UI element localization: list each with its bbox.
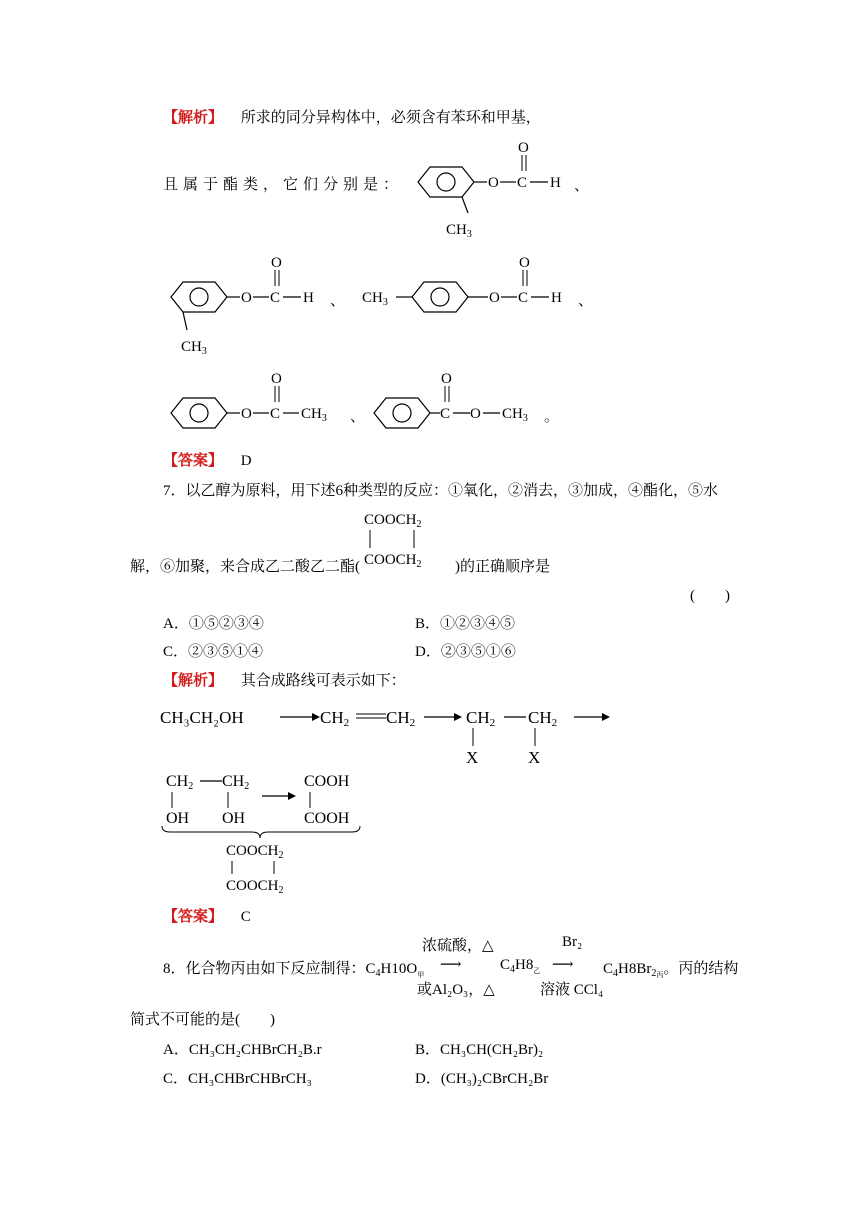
answer-bracket: ( ) (690, 588, 730, 604)
methyl-group: $CH_3$ (362, 290, 388, 308)
carbon-atom: C (518, 290, 529, 306)
glycol-left-ch2: CH2 (166, 773, 194, 792)
q8-stem-suffix: 。丙的结构 (663, 961, 739, 977)
separator: 、 (574, 178, 590, 194)
separator: 、 (330, 293, 346, 309)
answer-tag: 【答案】 (163, 909, 224, 925)
synthesis-route-row2 (160, 770, 380, 900)
oxygen-atom: O (488, 175, 499, 191)
methyl-group: $CH_3$ (446, 222, 472, 240)
hydroxyl-group: OH (166, 810, 190, 827)
carbonyl-oxygen: O (271, 255, 282, 271)
carbonyl-oxygen: O (441, 371, 452, 387)
ethanol: CH₃CH₂OH (160, 708, 244, 727)
option-d: D．②③⑤①⑥ (415, 644, 516, 660)
oxygen-atom: O (241, 290, 252, 306)
q8-stem-line2: 简式不可能的是( ) (130, 1012, 275, 1028)
structure-methyl-benzoate (366, 366, 566, 436)
separator: 、 (350, 409, 366, 425)
reaction-arrow-2: ⟶ (552, 957, 574, 973)
answer-value: C (240, 909, 251, 925)
carbon-atom: C (440, 406, 451, 422)
methyl-group: $CH_3$ (301, 406, 327, 424)
analysis-text: 所求的同分异构体中，必须含有苯环和甲基， (240, 110, 541, 126)
carbonyl-oxygen: O (518, 140, 529, 156)
hydrogen-atom: H (551, 290, 562, 306)
carbon-atom: C (517, 175, 528, 191)
synthesis-route-row1 (160, 700, 620, 770)
end-mark: 。 (544, 409, 560, 425)
carbonyl-oxygen: O (519, 255, 530, 271)
ester-group-bottom: $COOCH_2$ (364, 552, 422, 570)
product-formula: $C_4H8Br_2$ (603, 961, 657, 979)
oxalic-acid-bottom: COOH (304, 810, 350, 827)
methyl-group: $CH_3$ (502, 406, 528, 424)
q7-analysis-line (163, 669, 406, 690)
q8-stem-prefix: 8．化合物丙由如下反应制得： (163, 961, 366, 977)
analysis-text: 其合成路线可表示如下： (240, 673, 406, 689)
answer-tag: 【答案】 (163, 453, 224, 469)
structure-p-methylphenyl-formate (362, 250, 582, 320)
structure-ethylene-oxalate (360, 508, 460, 572)
option-b: B．①②③④⑤ (415, 616, 516, 632)
methyl-group: $CH_3$ (181, 339, 207, 357)
halogen-x: X (466, 748, 479, 767)
glycol-right-ch2: CH2 (222, 773, 250, 792)
hydrogen-atom: H (550, 175, 561, 191)
product-ester-top: $COOCH_2$ (226, 843, 284, 861)
ester-group-top: $COOCH_2$ (364, 512, 422, 530)
option-a: A．①⑤②③④ (163, 616, 264, 632)
option-c: C．CH₃CHBrCHBrCH₃ (163, 1071, 312, 1087)
reaction-arrow-1: ⟶ (440, 957, 462, 973)
oxygen-atom: O (241, 406, 252, 422)
q6-lead-text: 且属于酯类，它们分别是： (163, 177, 404, 193)
label-bing: 丙 (656, 971, 664, 979)
option-d: D．(CH₃)₂CBrCH₂Br (415, 1071, 549, 1087)
dihalide-right-ch2: CH2 (528, 708, 558, 729)
ethylene-left-ch2: CH2 (320, 708, 350, 729)
q8-product-line (603, 957, 738, 980)
dihalide-left-ch2: CH2 (466, 708, 496, 729)
carbon-atom: C (270, 406, 281, 422)
halogen-x: X (528, 748, 541, 767)
q7-answer-line (163, 905, 251, 926)
product-ester-bottom: $COOCH_2$ (226, 878, 284, 896)
reaction1-condition-top: 浓硫酸，△ (422, 938, 494, 954)
reactant-formula: $C_4H10O$ (365, 961, 418, 979)
ethylene-right-ch2: CH2 (386, 708, 416, 729)
q7-stem-line1: 7．以乙醇为原料，用下述6种类型的反应：①氧化，②消去，③加成，④酯化，⑤水 (163, 483, 719, 499)
hydrogen-atom: H (303, 290, 314, 306)
label-yi: 乙 (533, 967, 541, 975)
structure-phenyl-acetate (163, 366, 366, 436)
analysis-tag: 【解析】 (163, 673, 224, 689)
intermediate-formula: $C_4H8_乙$ (500, 957, 541, 975)
analysis-tag: 【解析】 (163, 110, 224, 126)
carbon-atom: C (270, 290, 281, 306)
q7-stem-line2-b: )的正确顺序是 (455, 559, 550, 575)
answer-value: D (240, 453, 252, 469)
option-b: B．CH₃CH(CH₂Br)₂ (415, 1042, 544, 1058)
q8-stem-line1 (163, 957, 424, 980)
reaction2-condition-top: Br₂ (562, 934, 583, 950)
oxygen-atom: O (470, 406, 481, 422)
q7-stem-line2-a: 解，⑥加聚，来合成乙二酸乙二酯( (130, 559, 360, 575)
label-jia: 甲 (417, 971, 425, 979)
oxalic-acid-top: COOH (304, 773, 350, 790)
option-c: C．②③⑤①④ (163, 644, 264, 660)
q6-answer-line (163, 449, 252, 470)
reaction2-condition-bottom: 溶液 CCl₄ (540, 982, 604, 998)
option-a: A．CH₃CH₂CHBrCH₂B.r (163, 1042, 322, 1058)
oxygen-atom: O (489, 290, 500, 306)
q6-analysis-line (163, 106, 541, 127)
reaction1-condition-bottom: 或Al₂O₃，△ (417, 982, 495, 998)
separator: 、 (578, 293, 594, 309)
carbonyl-oxygen: O (271, 371, 282, 387)
hydroxyl-group: OH (222, 810, 246, 827)
